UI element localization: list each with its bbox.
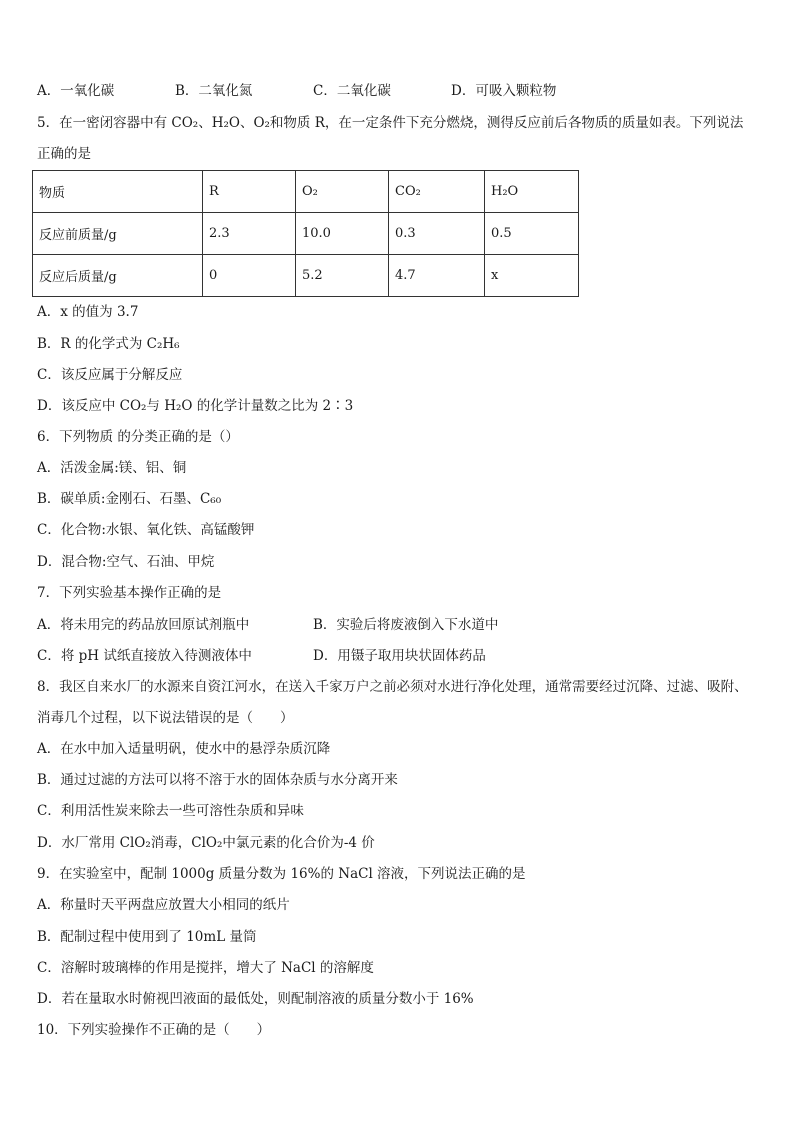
table-cell: 5.2 [296, 255, 389, 297]
q6-option-c: C．化合物:水银、氧化铁、高锰酸钾 [37, 522, 255, 538]
q7-option-c: C．将 pH 试纸直接放入待测液体中 [37, 648, 252, 664]
q6-stem: 6．下列物质 的分类正确的是（） [37, 429, 239, 445]
q8-stem-line2: 消毒几个过程，以下说法错误的是（ ） [37, 710, 294, 726]
q7-option-d: D．用镊子取用块状固体药品 [313, 648, 486, 664]
q7-stem: 7．下列实验基本操作正确的是 [37, 585, 222, 601]
q5-mass-table [32, 170, 579, 297]
q5-option-c: C．该反应属于分解反应 [37, 367, 183, 383]
table-cell: 反应后质量/g [33, 255, 203, 297]
q9-option-c: C．溶解时玻璃棒的作用是搅拌，增大了 NaCl 的溶解度 [37, 960, 374, 976]
table-cell: 10.0 [296, 213, 389, 255]
table-cell: 0.3 [389, 213, 485, 255]
q8-option-c: C．利用活性炭来除去一些可溶性杂质和异味 [37, 803, 304, 819]
q8-option-a: A．在水中加入适量明矾，使水中的悬浮杂质沉降 [37, 741, 331, 757]
q10-stem: 10．下列实验操作不正确的是（ ） [37, 1022, 271, 1038]
q9-option-d: D．若在量取水时俯视凹液面的最低处，则配制溶液的质量分数小于 16% [37, 991, 474, 1007]
q4-option-d: D．可吸入颗粒物 [451, 83, 557, 99]
q5-option-d: D．该反应中 CO₂与 H₂O 的化学计量数之比为 2∶3 [37, 398, 354, 414]
q9-option-a: A．称量时天平两盘应放置大小相同的纸片 [37, 897, 290, 913]
table-header-cell: R [203, 171, 296, 213]
table-cell: 0.5 [485, 213, 579, 255]
q4-option-c: C．二氧化碳 [313, 83, 391, 99]
q5-stem-line2: 正确的是 [37, 146, 91, 162]
table-row [33, 213, 579, 255]
q5-stem-line1: 5．在一密闭容器中有 CO₂、H₂O、O₂和物质 R，在一定条件下充分燃烧，测得反应前后各物质的质量如表。下列说法 [37, 115, 744, 131]
table-header-cell: O₂ [296, 171, 389, 213]
q7-option-a: A．将未用完的药品放回原试剂瓶中 [37, 617, 250, 633]
q5-option-a: A．x 的值为 3.7 [37, 304, 139, 320]
table-cell: 反应前质量/g [33, 213, 203, 255]
table-cell: x [485, 255, 579, 297]
q4-option-a: A．一氧化碳 [37, 83, 115, 99]
q9-stem: 9．在实验室中，配制 1000g 质量分数为 16%的 NaCl 溶液，下列说法正确的是 [37, 866, 526, 882]
table-cell: 4.7 [389, 255, 485, 297]
table-header-cell: CO₂ [389, 171, 485, 213]
q8-option-b: B．通过过滤的方法可以将不溶于水的固体杂质与水分离开来 [37, 772, 398, 788]
q4-option-b: B．二氧化氮 [175, 83, 253, 99]
table-header-cell: H₂O [485, 171, 579, 213]
q7-option-b: B．实验后将废液倒入下水道中 [313, 617, 499, 633]
q8-option-d: D．水厂常用 ClO₂消毒，ClO₂中氯元素的化合价为-4 价 [37, 835, 375, 851]
q9-option-b: B．配制过程中使用到了 10mL 量筒 [37, 929, 257, 945]
q6-option-d: D．混合物:空气、石油、甲烷 [37, 554, 215, 570]
table-header-cell: 物质 [33, 171, 203, 213]
table-header-row [33, 171, 579, 213]
q8-stem-line1: 8．我区自来水厂的水源来自资江河水，在送入千家万户之前必须对水进行净化处理，通常需要经过沉降、过滤、吸附、 [37, 679, 748, 695]
q5-option-b: B．R 的化学式为 C₂H₆ [37, 336, 180, 352]
q6-option-a: A．活泼金属:镁、铝、铜 [37, 460, 187, 476]
table-row [33, 255, 579, 297]
q6-option-b: B．碳单质:金刚石、石墨、C₆₀ [37, 491, 222, 507]
table-cell: 0 [203, 255, 296, 297]
table-cell: 2.3 [203, 213, 296, 255]
